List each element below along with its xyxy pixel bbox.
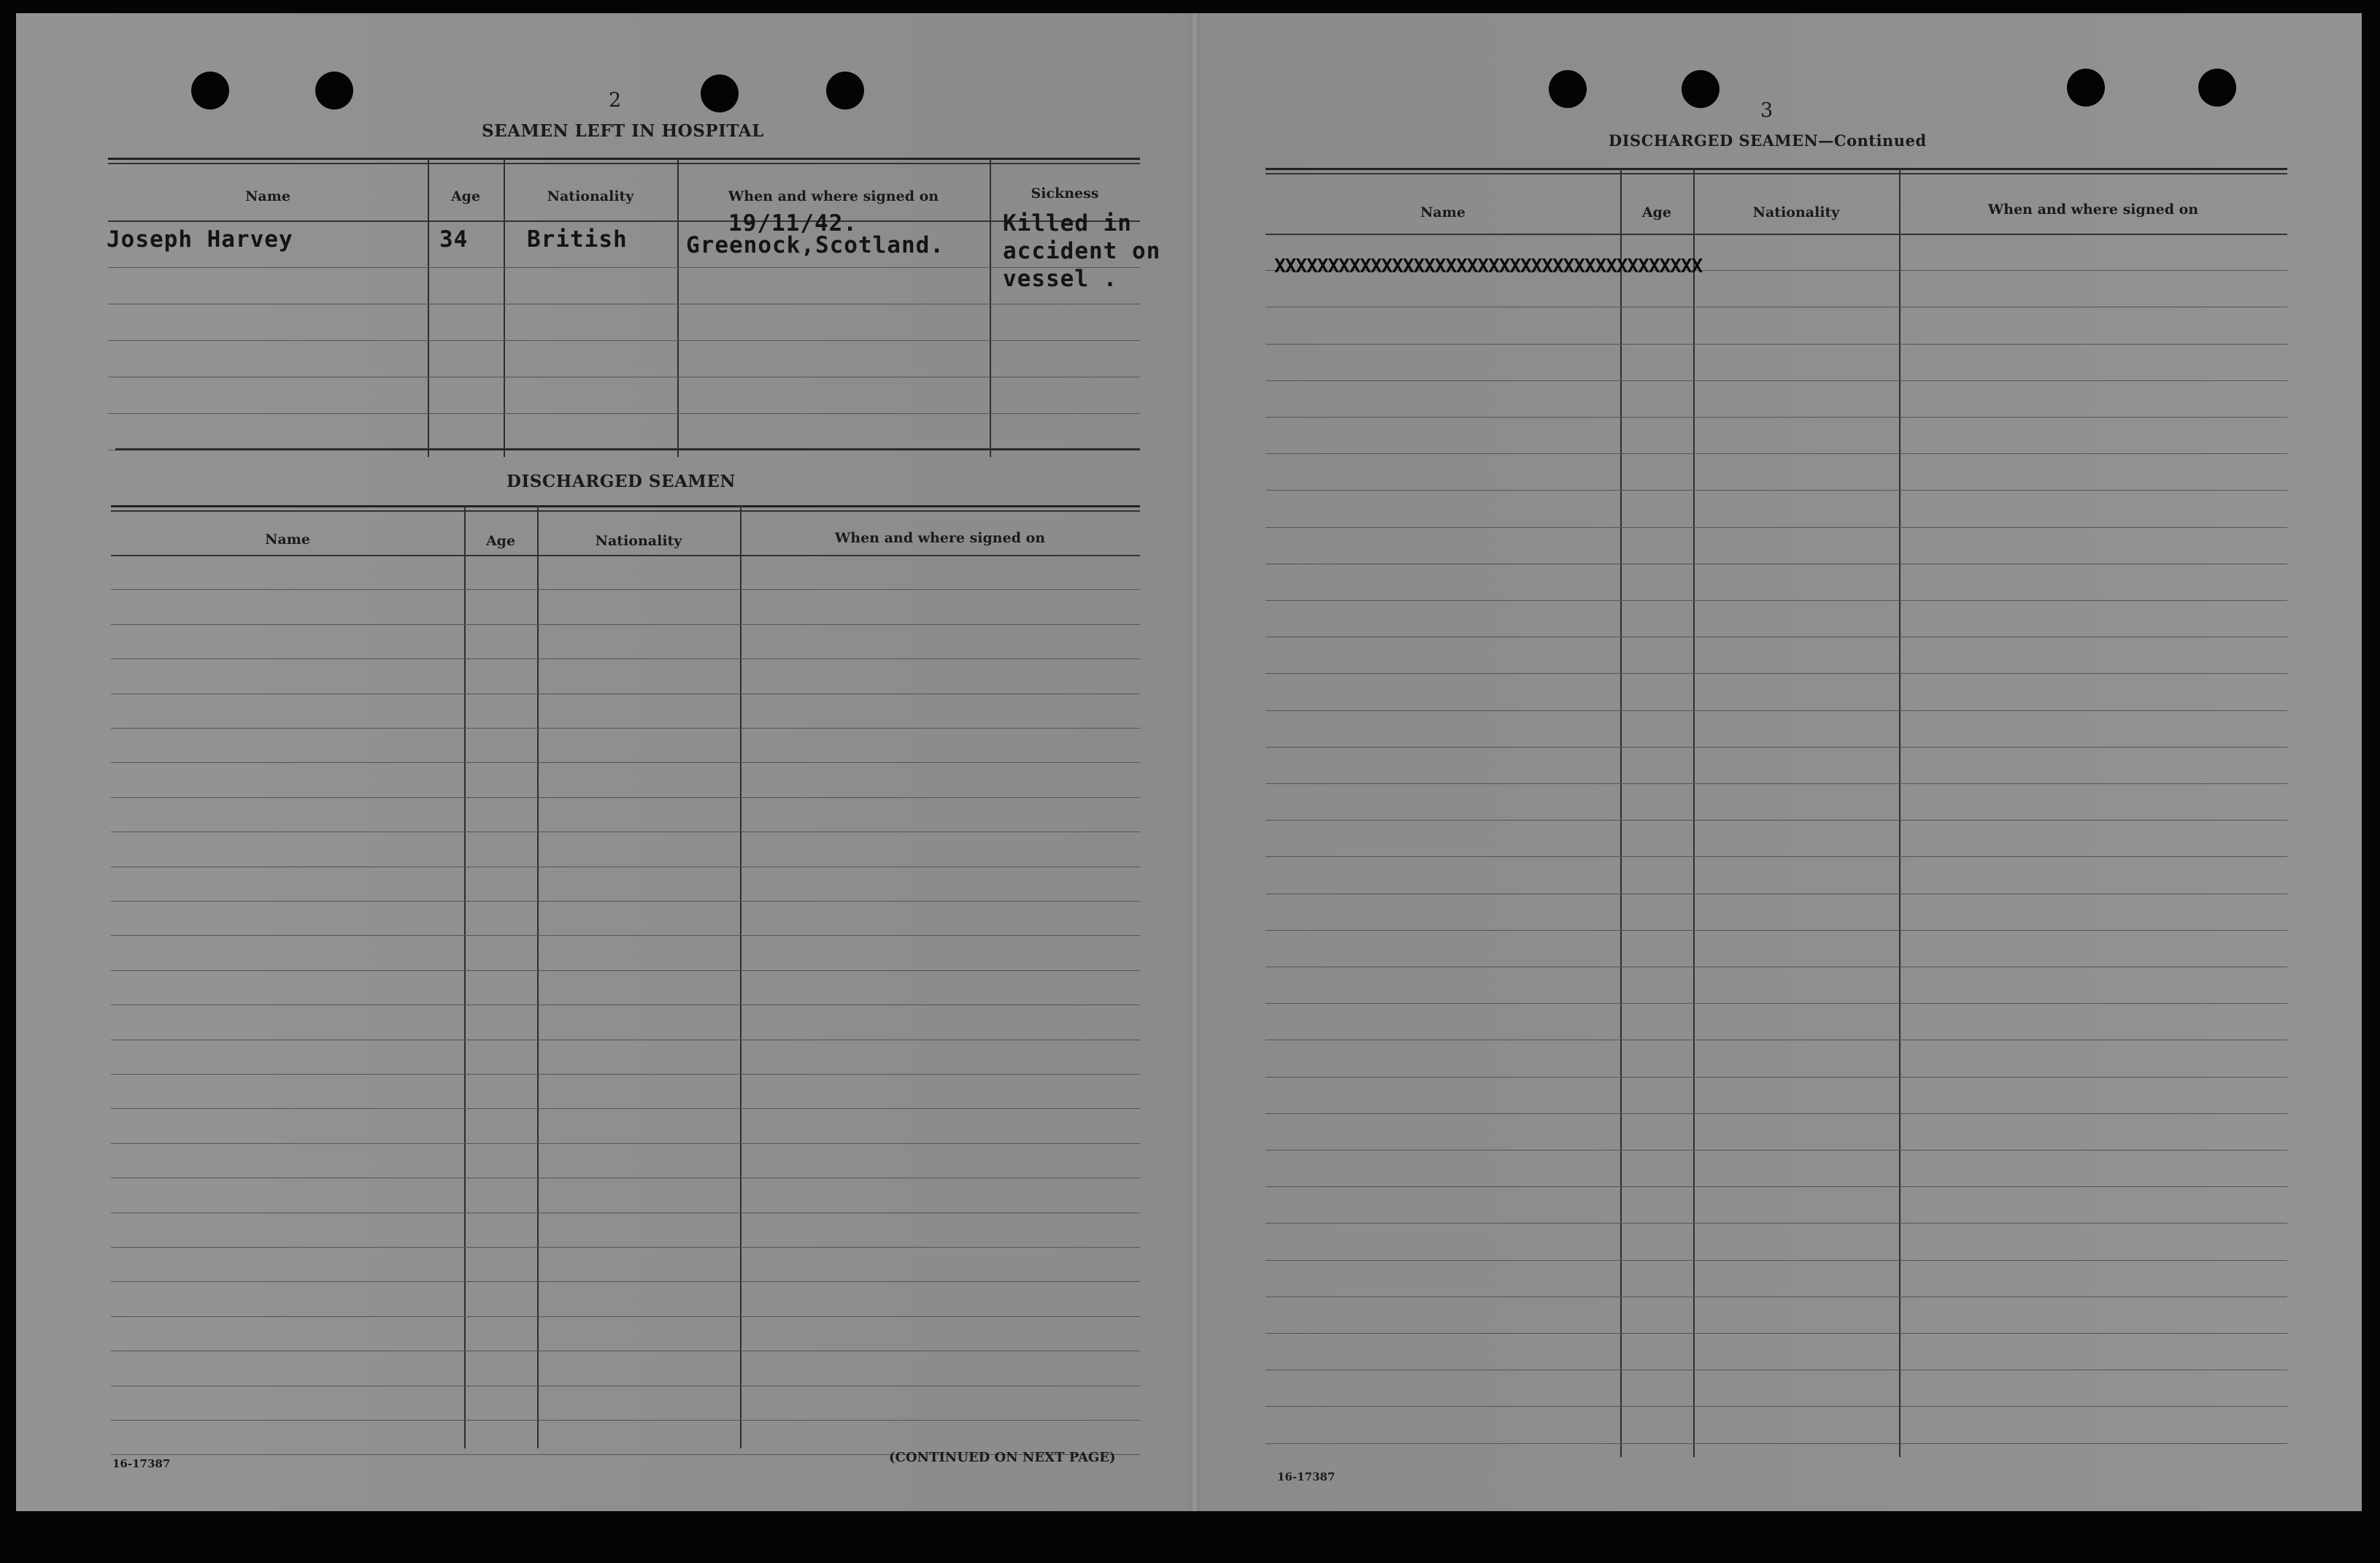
discharged-continued-col-age: Age [1641,204,1672,220]
ruled-line [1266,1077,2287,1078]
ruled-line [111,555,1140,556]
ruled-line [111,728,1140,729]
hospital-entry-sickness-line: accident on [1003,238,1161,264]
ruled-line [1266,600,2287,601]
ruled-line [111,1420,1140,1421]
punch-hole [701,74,739,112]
hospital-col-sickness: Sickness [1031,185,1099,201]
discharged-table-left [111,505,1140,1448]
ruled-line [1266,783,2287,784]
discharged-continued-title: DISCHARGED SEAMEN—Continued [1609,131,1927,150]
ruled-line [111,1281,1140,1282]
ruled-line [1266,673,2287,674]
hospital-section-title: SEAMEN LEFT IN HOSPITAL [482,121,764,141]
ruled-line [1266,344,2287,345]
punch-hole [826,72,864,110]
ruled-line [1266,1406,2287,1407]
ruled-line [1266,1150,2287,1151]
discharged-continued-col-nationality: Nationality [1752,204,1840,220]
hospital-entry-sickness-line: vessel . [1003,266,1118,292]
ruled-line [1266,1260,2287,1261]
hospital-col-signed-on: When and where signed on [728,188,939,204]
ruled-line [1266,930,2287,931]
punch-hole [1682,70,1719,108]
ruled-line [1266,856,2287,857]
hospital-col-name: Name [245,188,290,204]
ruled-line [1266,234,2287,235]
ruled-line [111,1247,1140,1248]
hospital-table [108,158,1140,457]
ruled-line [1266,1333,2287,1334]
ruled-line [1266,490,2287,491]
ruled-line [1266,417,2287,418]
hospital-entry-signed-date: 19/11/42. [728,210,858,237]
hospital-col-nationality: Nationality [547,188,634,204]
ruled-line [111,935,1140,936]
discharged-table-right [1266,168,2287,1457]
ruled-line [1266,380,2287,381]
ruled-line [111,658,1140,659]
ruled-line [111,762,1140,763]
punch-hole [315,72,353,110]
section-divider [115,448,1140,450]
hospital-entry-nationality: British [527,226,628,253]
left-form-number: 16-17387 [112,1457,171,1470]
ruled-line [111,1074,1140,1075]
discharged-section-title: DISCHARGED SEAMEN [507,472,736,491]
ruled-line [1266,1186,2287,1187]
ruled-line [111,901,1140,902]
continued-note: (CONTINUED ON NEXT PAGE) [889,1450,1116,1465]
ruled-line [1266,1003,2287,1004]
ruled-line [111,624,1140,625]
punch-hole [191,72,229,110]
discharged-continued-col-signed-on: When and where signed on [1987,201,2199,218]
ruled-line [1266,820,2287,821]
hospital-entry-name: Joseph Harvey [107,226,293,253]
ruled-line [1266,1223,2287,1224]
form-sheet [16,13,2362,1511]
right-form-number: 16-17387 [1277,1470,1336,1483]
right-page-number: 3 [1760,99,1774,122]
ruled-line [111,589,1140,590]
left-page-number: 2 [609,89,622,112]
hospital-entry-signed-place: Greenock,Scotland. [686,232,944,258]
hospital-entry-sickness-line: Killed in [1003,210,1132,237]
discharged-col-nationality: Nationality [595,533,682,549]
struck-out-entry: XXXXXXXXXXXXXXXXXXXXXXXXXXXXXXXXXXXXXXXX [1274,256,1703,277]
ruled-line [111,1108,1140,1109]
ruled-line [111,1316,1140,1317]
ruled-line [1266,1443,2287,1444]
discharged-col-name: Name [265,531,310,548]
page-fold [1190,13,1200,1511]
punch-hole [2198,69,2236,107]
ruled-line [1266,1113,2287,1114]
discharged-col-signed-on: When and where signed on [834,530,1046,546]
ruled-line [1266,453,2287,454]
ruled-line [111,797,1140,798]
hospital-entry-age: 34 [439,226,469,253]
discharged-continued-col-name: Name [1420,204,1466,220]
discharged-col-age: Age [485,533,516,549]
punch-hole [2067,69,2105,107]
ruled-line [111,970,1140,971]
ruled-line [111,1143,1140,1144]
punch-hole [1549,70,1587,108]
ruled-line [1266,747,2287,748]
hospital-col-age: Age [450,188,481,204]
ruled-line [1266,527,2287,528]
ruled-line [1266,710,2287,711]
